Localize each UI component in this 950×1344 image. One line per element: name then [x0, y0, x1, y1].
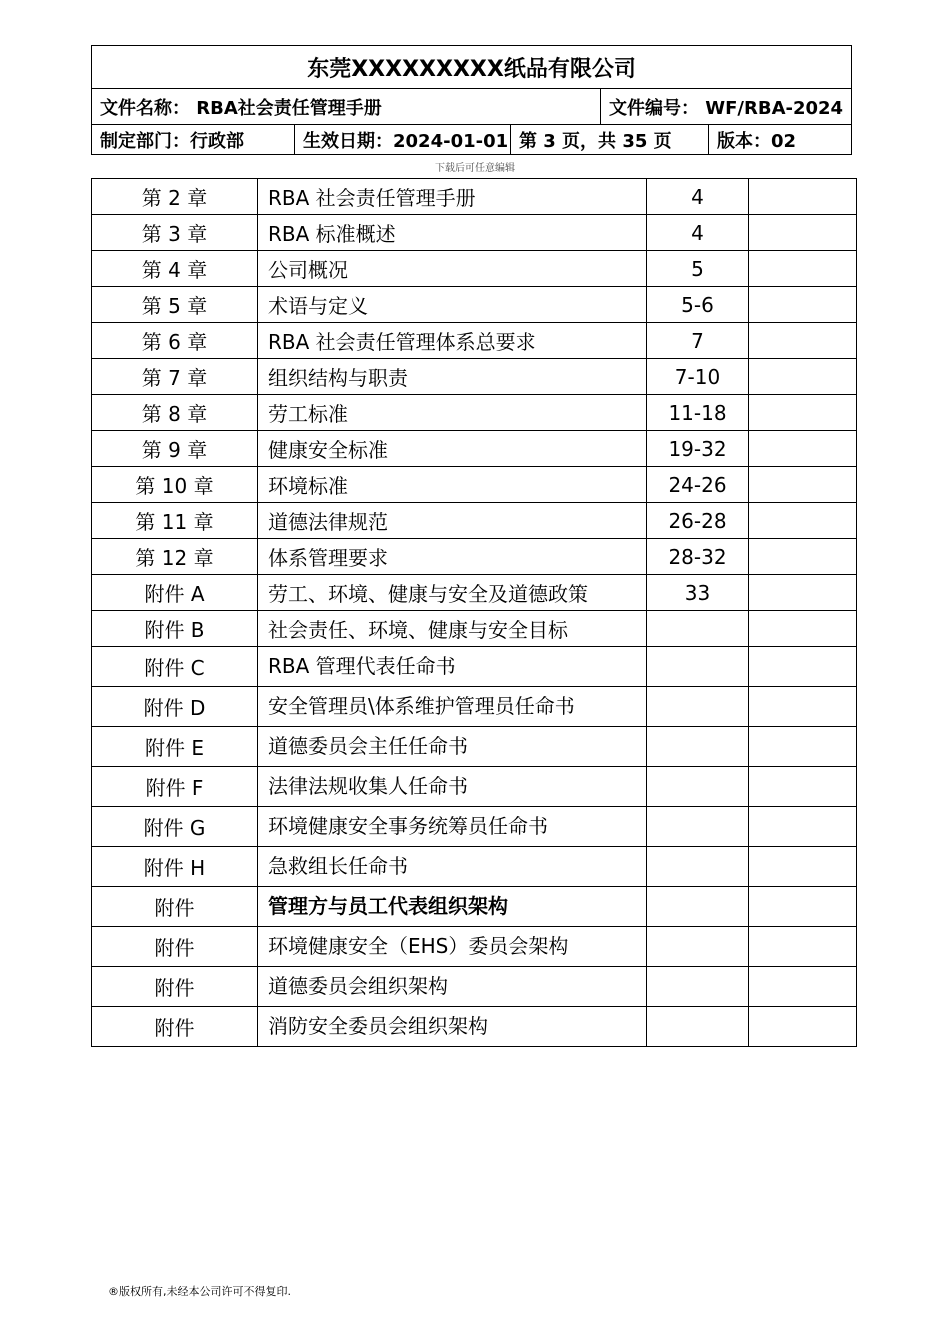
toc-chapter: 附件 F — [92, 767, 258, 807]
toc-row — [92, 727, 857, 767]
toc-row — [92, 179, 857, 215]
toc-title: 社会责任、环境、健康与安全目标 — [258, 611, 647, 647]
toc-blank-cell — [749, 767, 857, 807]
toc-title: 急救组长任命书 — [258, 847, 647, 887]
toc-title: 术语与定义 — [258, 287, 647, 323]
toc-chapter: 附件 — [92, 927, 258, 967]
toc-title: 消防安全委员会组织架构 — [258, 1007, 647, 1047]
toc-title: 管理方与员工代表组织架构 — [258, 887, 647, 927]
toc-title: 体系管理要求 — [258, 539, 647, 575]
toc-chapter: 第 4 章 — [92, 251, 258, 287]
toc-blank-cell — [749, 611, 857, 647]
toc-row — [92, 647, 857, 687]
toc-title: 环境标准 — [258, 467, 647, 503]
toc-row — [92, 611, 857, 647]
toc-page — [647, 927, 749, 967]
toc-row — [92, 807, 857, 847]
toc-chapter: 第 12 章 — [92, 539, 258, 575]
document-name: 文件名称： RBA社会责任管理手册 — [92, 89, 601, 125]
toc-title: 环境健康安全事务统筹员任命书 — [258, 807, 647, 847]
toc-page — [647, 967, 749, 1007]
toc-page — [647, 611, 749, 647]
toc-blank-cell — [749, 431, 857, 467]
toc-title: 劳工标准 — [258, 395, 647, 431]
toc-page — [647, 1007, 749, 1047]
toc-page — [647, 687, 749, 727]
toc-title: 道德法律规范 — [258, 503, 647, 539]
toc-page — [647, 727, 749, 767]
toc-page: 11-18 — [647, 395, 749, 431]
toc-row — [92, 395, 857, 431]
toc-page: 7 — [647, 323, 749, 359]
toc-page — [647, 807, 749, 847]
version: 版本：02 — [709, 125, 852, 155]
toc-blank-cell — [749, 927, 857, 967]
toc-row — [92, 847, 857, 887]
toc-page: 24-26 — [647, 467, 749, 503]
toc-row — [92, 287, 857, 323]
toc-chapter: 附件 D — [92, 687, 258, 727]
toc-chapter: 第 8 章 — [92, 395, 258, 431]
toc-blank-cell — [749, 539, 857, 575]
toc-title: 道德委员会主任任命书 — [258, 727, 647, 767]
toc-row — [92, 1007, 857, 1047]
toc-row — [92, 503, 857, 539]
toc-chapter: 附件 G — [92, 807, 258, 847]
toc-chapter: 附件 — [92, 887, 258, 927]
toc-blank-cell — [749, 807, 857, 847]
toc-blank-cell — [749, 503, 857, 539]
toc-chapter: 第 5 章 — [92, 287, 258, 323]
toc-chapter: 附件 B — [92, 611, 258, 647]
toc-row — [92, 215, 857, 251]
toc-blank-cell — [749, 887, 857, 927]
toc-chapter: 附件 E — [92, 727, 258, 767]
toc-page — [647, 847, 749, 887]
toc-page — [647, 887, 749, 927]
toc-blank-cell — [749, 251, 857, 287]
toc-title: 道德委员会组织架构 — [258, 967, 647, 1007]
toc-row — [92, 467, 857, 503]
toc-blank-cell — [749, 467, 857, 503]
toc-title: 公司概况 — [258, 251, 647, 287]
toc-row — [92, 687, 857, 727]
toc-row — [92, 251, 857, 287]
toc-page: 19-32 — [647, 431, 749, 467]
toc-blank-cell — [749, 359, 857, 395]
toc-blank-cell — [749, 687, 857, 727]
toc-chapter: 第 7 章 — [92, 359, 258, 395]
toc-blank-cell — [749, 847, 857, 887]
toc-title: 安全管理员\体系维护管理员任命书 — [258, 687, 647, 727]
toc-chapter: 附件 C — [92, 647, 258, 687]
toc-blank-cell — [749, 727, 857, 767]
toc-blank-cell — [749, 575, 857, 611]
toc-page: 7-10 — [647, 359, 749, 395]
toc-title: 环境健康安全（EHS）委员会架构 — [258, 927, 647, 967]
toc-blank-cell — [749, 647, 857, 687]
toc-chapter: 第 11 章 — [92, 503, 258, 539]
table-of-contents — [91, 178, 857, 1047]
toc-blank-cell — [749, 215, 857, 251]
toc-page — [647, 647, 749, 687]
toc-row — [92, 431, 857, 467]
toc-title: 健康安全标准 — [258, 431, 647, 467]
toc-chapter: 附件 H — [92, 847, 258, 887]
toc-row — [92, 967, 857, 1007]
toc-page: 33 — [647, 575, 749, 611]
toc-title: RBA 管理代表任命书 — [258, 647, 647, 687]
toc-row — [92, 887, 857, 927]
toc-row — [92, 323, 857, 359]
toc-row — [92, 539, 857, 575]
copyright-footer: ®版权所有,未经本公司许可不得复印. — [108, 1285, 291, 1298]
toc-title: RBA 标准概述 — [258, 215, 647, 251]
toc-row — [92, 927, 857, 967]
toc-page: 4 — [647, 215, 749, 251]
toc-blank-cell — [749, 179, 857, 215]
toc-blank-cell — [749, 967, 857, 1007]
toc-page: 4 — [647, 179, 749, 215]
toc-blank-cell — [749, 1007, 857, 1047]
document-number: 文件编号： WF/RBA-2024 — [601, 89, 852, 125]
toc-blank-cell — [749, 287, 857, 323]
toc-page: 26-28 — [647, 503, 749, 539]
toc-title: 劳工、环境、健康与安全及道德政策 — [258, 575, 647, 611]
toc-blank-cell — [749, 395, 857, 431]
toc-chapter: 第 10 章 — [92, 467, 258, 503]
toc-chapter: 第 9 章 — [92, 431, 258, 467]
toc-blank-cell — [749, 323, 857, 359]
toc-title: RBA 社会责任管理体系总要求 — [258, 323, 647, 359]
toc-chapter: 第 3 章 — [92, 215, 258, 251]
edit-note: 下载后可任意编辑 — [435, 163, 515, 174]
toc-page: 28-32 — [647, 539, 749, 575]
department: 制定部门：行政部 — [92, 125, 295, 155]
toc-chapter: 第 6 章 — [92, 323, 258, 359]
toc-chapter: 附件 A — [92, 575, 258, 611]
toc-chapter: 附件 — [92, 967, 258, 1007]
toc-row — [92, 767, 857, 807]
toc-page: 5-6 — [647, 287, 749, 323]
toc-chapter: 附件 — [92, 1007, 258, 1047]
toc-chapter: 第 2 章 — [92, 179, 258, 215]
page-info: 第 3 页，共 35 页 — [511, 125, 709, 155]
toc-row — [92, 575, 857, 611]
toc-page — [647, 767, 749, 807]
document-header-table — [91, 45, 852, 155]
company-name: 东莞XXXXXXXXX纸品有限公司 — [92, 46, 852, 89]
toc-title: RBA 社会责任管理手册 — [258, 179, 647, 215]
toc-title: 组织结构与职责 — [258, 359, 647, 395]
toc-title: 法律法规收集人任命书 — [258, 767, 647, 807]
toc-page: 5 — [647, 251, 749, 287]
toc-row — [92, 359, 857, 395]
effective-date: 生效日期：2024-01-01 — [295, 125, 511, 155]
